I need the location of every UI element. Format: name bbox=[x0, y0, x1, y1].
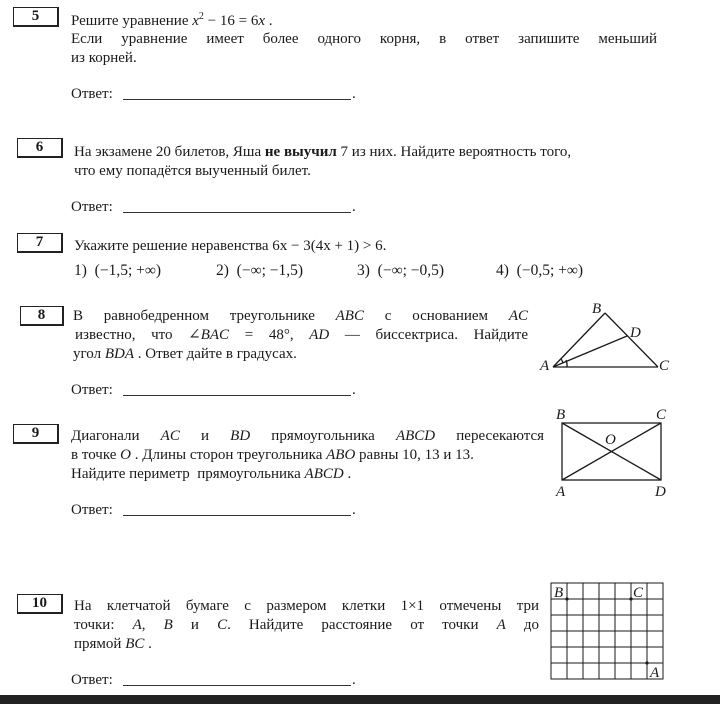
task-7-option-4[interactable] bbox=[496, 262, 583, 280]
task-10-answer-label: Ответ: bbox=[71, 672, 113, 688]
option-label: 4) bbox=[496, 262, 509, 279]
task-9-line-2: в точке O . Длины сторон треугольника ABO равны 10, 13 и 13. bbox=[71, 447, 474, 463]
task-8-number: 8 bbox=[20, 306, 64, 326]
task-10-line-3: прямой BC . bbox=[74, 636, 152, 652]
task-6-answer-dot: . bbox=[352, 199, 356, 215]
task-7-option-3[interactable] bbox=[357, 262, 444, 280]
task-6-bold-text: не выучил bbox=[264, 144, 337, 160]
task-5-answer-field[interactable] bbox=[123, 99, 351, 100]
option-label: 3) bbox=[357, 262, 370, 279]
label-B: B bbox=[592, 301, 602, 317]
task-5-equation: x bbox=[192, 13, 199, 29]
task-9-line-1: Диагонали AC и BD прямоугольника ABCD пересекаются bbox=[71, 428, 545, 444]
task-9-answer-field[interactable] bbox=[123, 515, 351, 516]
task-8-answer-field[interactable] bbox=[123, 395, 351, 396]
task-5-number: 5 bbox=[13, 7, 59, 27]
option-value: (−∞; −0,5) bbox=[377, 262, 445, 279]
label-A: A bbox=[540, 358, 550, 374]
task-5-line-3: из корней. bbox=[71, 50, 137, 66]
task-6-answer-label: Ответ: bbox=[71, 199, 113, 215]
option-value: (−1,5; +∞) bbox=[94, 262, 162, 279]
label-B: B bbox=[554, 585, 564, 601]
task-9-answer-dot: . bbox=[352, 502, 356, 518]
label-A: A bbox=[650, 665, 660, 681]
label-C: C bbox=[659, 358, 670, 374]
task-5-line-2: Если уравнение имеет более одного корня, в ответ запишите меньший bbox=[71, 31, 657, 47]
option-label: 1) bbox=[74, 262, 87, 279]
task-6-text-end: 7 из них. Найдите вероятность того, bbox=[336, 144, 572, 160]
label-O: O bbox=[605, 432, 616, 448]
task-5-intro: Решите уравнение bbox=[71, 13, 193, 29]
task-6-line-2: что ему попадётся выученный билет. bbox=[74, 163, 311, 179]
label-B: B bbox=[556, 407, 566, 423]
task-7-option-2[interactable] bbox=[216, 262, 303, 280]
option-value: (−0,5; +∞) bbox=[516, 262, 584, 279]
option-value: (−∞; −1,5) bbox=[236, 262, 304, 279]
grid-figure bbox=[550, 582, 665, 682]
task-8-answer-dot: . bbox=[352, 382, 356, 398]
task-6-number: 6 bbox=[17, 138, 63, 158]
triangle-figure bbox=[530, 295, 720, 380]
task-7-inequality: 6x − 3(4x + 1) > 6. bbox=[272, 238, 387, 254]
task-6-text: На экзамене 20 билетов, Яша bbox=[74, 144, 265, 160]
task-5-line-1: Решите уравнение $x^2 - 16 = 6x$ . bbox=[71, 11, 273, 29]
task-9-number: 9 bbox=[13, 424, 59, 444]
task-7-line-1 bbox=[74, 237, 386, 256]
task-7-option-1[interactable] bbox=[74, 262, 161, 280]
label-A: A bbox=[556, 484, 566, 500]
rectangle-figure bbox=[540, 400, 720, 505]
label-C: C bbox=[656, 407, 667, 423]
task-8-answer-label: Ответ: bbox=[71, 382, 113, 398]
task-7-number: 7 bbox=[17, 233, 63, 253]
task-8-line-1: В равнобедренном треугольнике ABC с основанием AC bbox=[73, 308, 528, 324]
label-C: C bbox=[633, 585, 644, 601]
task-8-line-3: угол BDA . Ответ дайте в градусах. bbox=[73, 346, 297, 362]
task-10-line-1: На клетчатой бумаге с размером клетки 1×1 отмечены три bbox=[74, 598, 539, 614]
task-9-line-3: Найдите периметр прямоугольника ABCD . bbox=[71, 466, 352, 482]
task-7-text: Укажите решение неравенства bbox=[74, 238, 273, 254]
option-label: 2) bbox=[216, 262, 229, 279]
task-9-answer-label: Ответ: bbox=[71, 502, 113, 518]
label-D: D bbox=[655, 484, 666, 500]
task-10-number: 10 bbox=[17, 594, 63, 614]
bottom-dark-bar bbox=[0, 695, 720, 704]
task-5-answer-label: Ответ: bbox=[71, 86, 113, 102]
task-10-answer-field[interactable] bbox=[123, 685, 351, 686]
task-10-line-2: точки: A, B и C. Найдите расстояние от точки A до bbox=[74, 617, 540, 633]
task-6-answer-field[interactable] bbox=[123, 212, 351, 213]
task-6-line-1 bbox=[74, 143, 571, 162]
label-D: D bbox=[630, 325, 641, 341]
task-5-answer-dot: . bbox=[352, 86, 356, 102]
task-8-line-2: известно, что ∠BAC = 48°, AD — биссектриса. Найдите bbox=[75, 327, 528, 343]
task-10-answer-dot: . bbox=[352, 672, 356, 688]
